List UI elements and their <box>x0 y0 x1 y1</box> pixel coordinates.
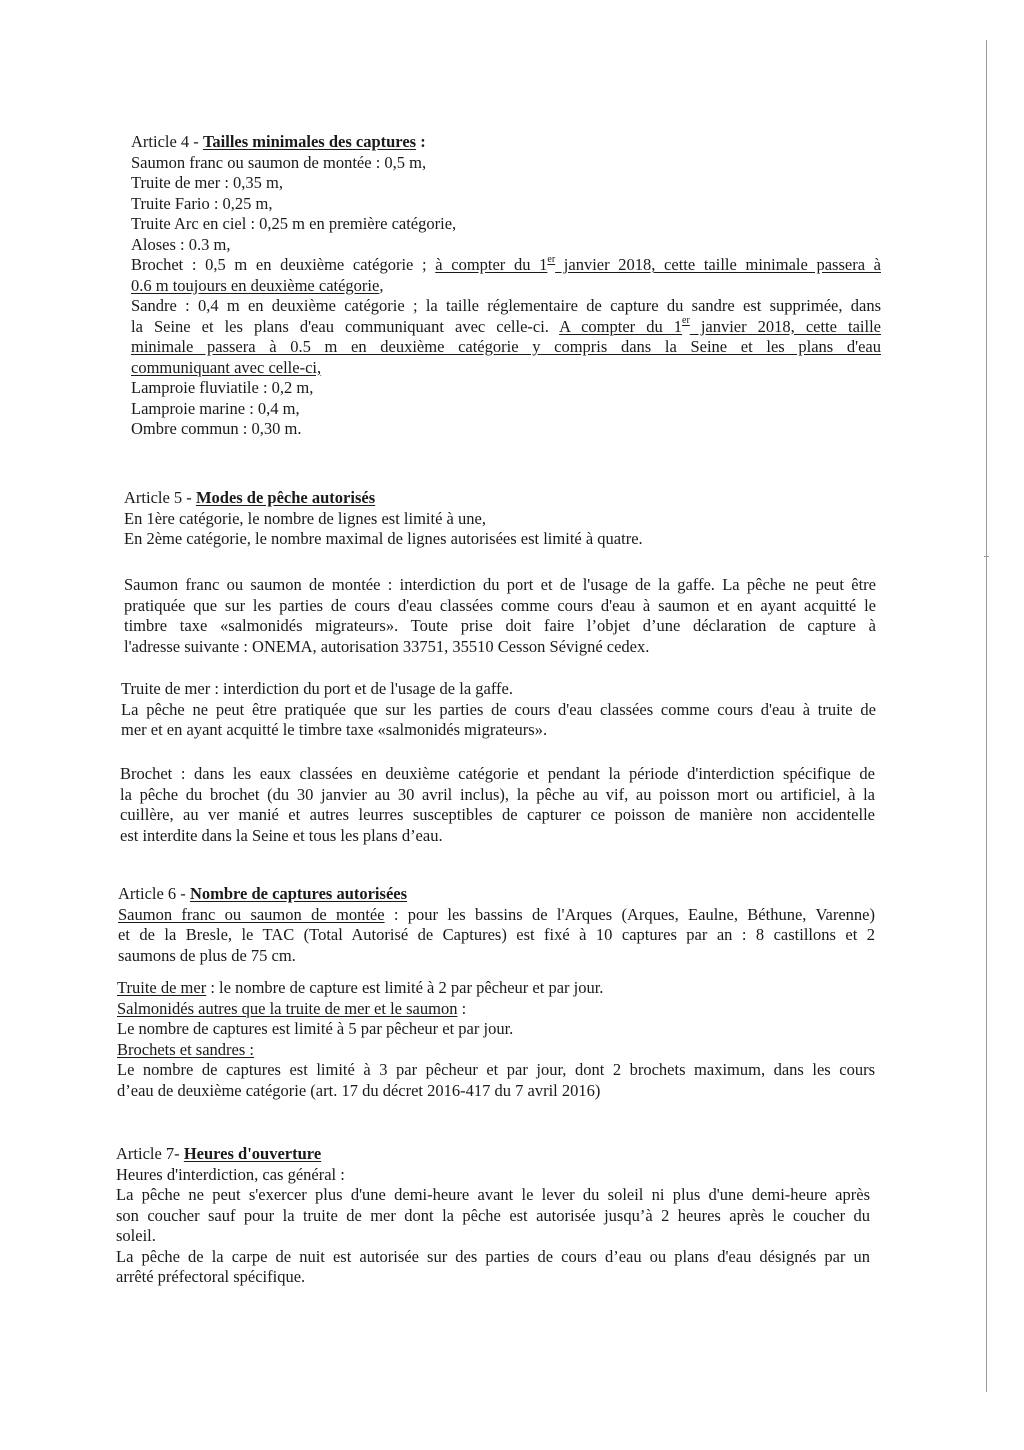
article-6-line: Salmonidés autres que la truite de mer et le saumon : <box>117 998 467 1018</box>
article-6-details <box>117 978 875 1101</box>
article-7-line: Heures d'interdiction, cas général : <box>116 1164 345 1184</box>
article-7-line: La pêche de la carpe de nuit est autorisée sur des parties de cours d’eau ou plans d'eau désignés par un <box>116 1246 870 1266</box>
article-4-heading: Article 4 - Tailles minimales des captures : <box>131 132 426 151</box>
article-7-line: La pêche ne peut s'exercer plus d'une demi-heure avant le lever du soleil ni plus d'une demi-heure après <box>116 1185 870 1204</box>
article-4-line: Saumon franc ou saumon de montée : 0,5 m, <box>131 152 427 172</box>
page-edge-line <box>986 40 987 1392</box>
sandre-size-line-end: communiquant avec celle-ci, <box>131 357 322 377</box>
article-6-line: Truite de mer : le nombre de capture est limité à 2 par pêcheur et par jour. <box>117 978 604 997</box>
article-7-title: Heures d'ouverture <box>183 1144 322 1163</box>
article-6-line: Brochets et sandres : <box>117 1039 255 1059</box>
article-4-title: Tailles minimales des captures <box>202 132 417 151</box>
article-7-line: soleil. <box>116 1226 156 1245</box>
article-5-line: En 2ème catégorie, le nombre maximal de lignes autorisées est limité à quatre. <box>124 529 643 548</box>
article-6 <box>118 884 875 966</box>
article-7-heading: Article 7- Heures d'ouverture <box>116 1144 322 1163</box>
article-4-line: Truite Arc en ciel : 0,25 m en première catégorie, <box>131 214 457 233</box>
article-6-line: Le nombre de captures est limité à 5 par pêcheur et par jour. <box>117 1019 514 1038</box>
article-5-line: pratiquée que sur les parties de cours d'eau classées comme cours d'eau à saumon et en ayant acquitté le <box>124 595 876 615</box>
article-5-brochet <box>120 764 875 846</box>
article-4-line: Aloses : 0.3 m, <box>131 234 231 254</box>
sandre-size-line: la Seine et les plans d'eau communiquant avec celle-ci. A compter du 1er janvier 2018, cette taille <box>131 315 881 336</box>
article-4 <box>131 132 881 440</box>
article-5-line: Saumon franc ou saumon de montée : interdiction du port et de l'usage de la gaffe. La pêche ne peut être <box>124 575 876 594</box>
article-6-line: saumons de plus de 75 cm. <box>118 945 296 965</box>
article-5-line: Truite de mer : interdiction du port et de l'usage de la gaffe. <box>121 679 513 698</box>
article-5-saumon <box>124 575 876 657</box>
article-5-line: l'adresse suivante : ONEMA, autorisation 33751, 35510 Cesson Sévigné cedex. <box>124 636 650 656</box>
article-7-line: arrêté préfectoral spécifique. <box>116 1267 306 1286</box>
article-5-line: timbre taxe «salmonidés migrateurs». Toute prise doit faire l’objet d’une déclaration de capture à <box>124 616 876 635</box>
article-5 <box>124 488 876 550</box>
article-6-heading: Article 6 - Nombre de captures autorisées <box>118 884 408 903</box>
article-5-title: Modes de pêche autorisés <box>195 488 376 507</box>
article-6-line: d’eau de deuxième catégorie (art. 17 du décret 2016-417 du 7 avril 2016) <box>117 1080 601 1100</box>
article-7-line: son coucher sauf pour la truite de mer dont la pêche est autorisée jusqu’à 2 heures après le coucher du <box>116 1205 870 1225</box>
article-4-line: Truite Fario : 0,25 m, <box>131 193 273 213</box>
article-6-title: Nombre de captures autorisées <box>189 884 408 903</box>
article-4-line: Lamproie fluviatile : 0,2 m, <box>131 378 314 397</box>
page-edge-mark <box>984 556 989 557</box>
article-5-line: est interdite dans la Seine et tous les plans d’eau. <box>120 825 443 845</box>
sandre-size-line: Sandre : 0,4 m en deuxième catégorie ; la taille réglementaire de capture du sandre est supprimée, dans <box>131 296 881 315</box>
article-7 <box>116 1144 870 1288</box>
article-5-line: cuillère, au ver manié et autres leurres susceptibles de capturer ce poisson de manière non accidentelle <box>120 805 875 824</box>
article-6-line: Saumon franc ou saumon de montée : pour les bassins de l'Arques (Arques, Eaulne, Béthune, Varenne) <box>118 904 875 924</box>
article-5-line: En 1ère catégorie, le nombre de lignes est limité à une, <box>124 508 486 528</box>
article-5-truite <box>121 679 876 741</box>
article-4-line: Ombre commun : 0,30 m. <box>131 419 302 438</box>
article-5-line: la pêche du brochet (du 30 janvier au 30 avril inclus), la pêche au vif, au poisson mort ou artificiel, à la <box>120 784 875 804</box>
sandre-size-line: minimale passera à 0.5 m en deuxième catégorie y compris dans la Seine et les plans d'eau <box>131 337 881 356</box>
article-5-heading: Article 5 - Modes de pêche autorisés <box>124 488 376 507</box>
brochet-size-line: Brochet : 0,5 m en deuxième catégorie ; à compter du 1er janvier 2018, cette taille minimale passera à <box>131 253 881 274</box>
article-4-line: Lamproie marine : 0,4 m, <box>131 398 300 418</box>
brochet-size-line-end: 0.6 m toujours en deuxième catégorie, <box>131 275 384 295</box>
article-5-line: La pêche ne peut être pratiquée que sur les parties de cours d'eau classées comme cours d'eau à truite de <box>121 699 876 719</box>
article-5-line: mer et en ayant acquitté le timbre taxe «salmonidés migrateurs». <box>121 720 548 739</box>
article-6-line: et de la Bresle, le TAC (Total Autorisé de Captures) est fixé à 10 captures par an : 8 castillons et 2 <box>118 925 875 944</box>
article-4-line: Truite de mer : 0,35 m, <box>131 173 284 192</box>
article-5-line: Brochet : dans les eaux classées en deuxième catégorie et pendant la période d'interdiction spécifique de <box>120 764 875 783</box>
article-6-line: Le nombre de captures est limité à 3 par pêcheur et par jour, dont 2 brochets maximum, dans les cours <box>117 1060 875 1079</box>
